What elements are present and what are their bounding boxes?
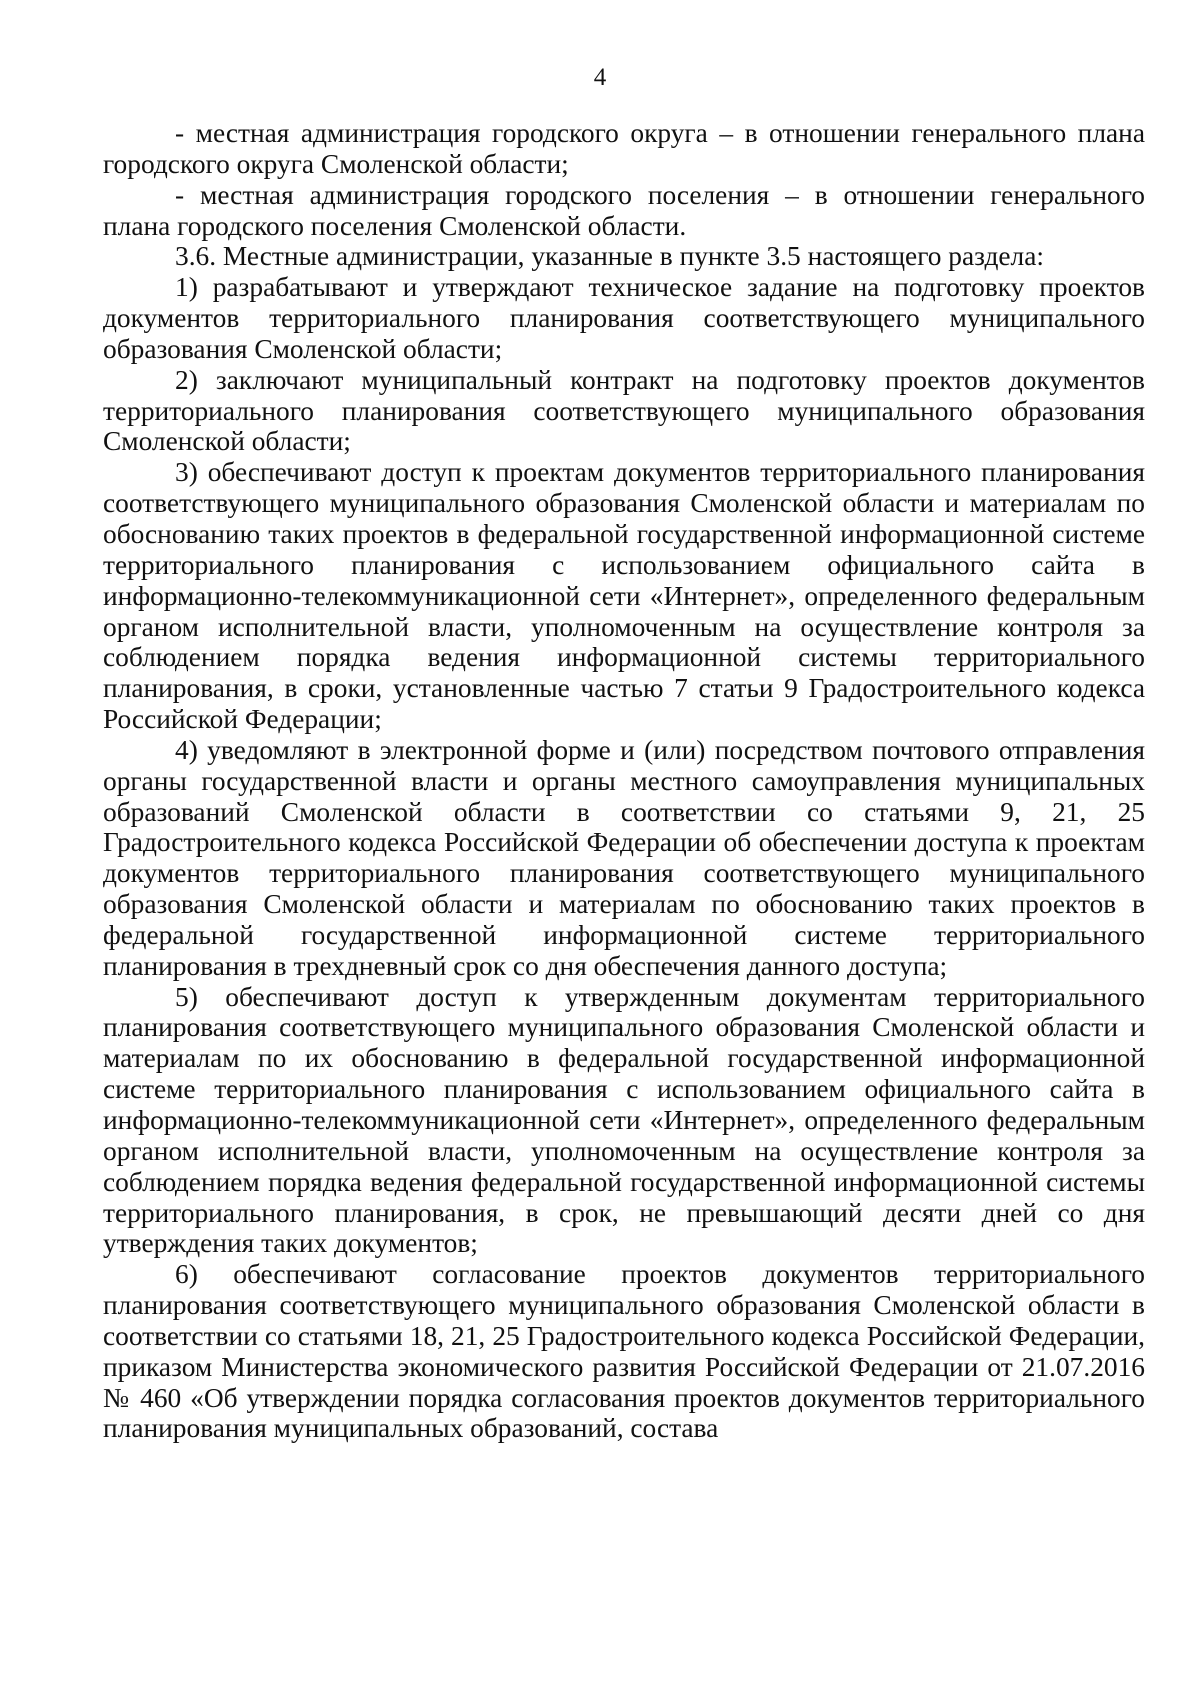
paragraph-urban-district-admin: - местная администрация городского округа – в отношении генерального плана городского округа Смоленской области; <box>103 118 1145 179</box>
paragraph-item-4: 4) уведомляют в электронной форме и (или) посредством почтового отправления органы государственной власти и органы местного самоуправления муниципальных образований Смоленской области в соответствии со статьями 9, 21, 25 Градостроительного кодекса Российской Федерации об обеспечении доступа к проектам документов территориального планирования соответствующего муниципального образования Смоленской области и материалам по обоснованию таких проектов в федеральной государственной информационной системе территориального планирования в трехдневный срок со дня обеспечения данного доступа; <box>103 734 1145 981</box>
paragraph-clause-3-6: 3.6. Местные администрации, указанные в пункте 3.5 настоящего раздела: <box>175 241 1044 272</box>
paragraph-item-1: 1) разрабатывают и утверждают техническое задание на подготовку проектов документов территориального планирования соответствующего муниципального образования Смоленской области; <box>103 272 1145 364</box>
paragraph-item-3: 3) обеспечивают доступ к проектам документов территориального планирования соответствующего муниципального образования Смоленской области и материалам по обоснованию таких проектов в федеральной государственной информационной системе территориального планирования с использованием официального сайта в информационно-телекоммуникационной сети «Интернет», определенного федеральным органом исполнительной власти, уполномоченным на осуществление контроля за соблюдением порядка ведения информационной системы территориального планирования, в сроки, установленные частью 7 статьи 9 Градостроительного кодекса Российской Федерации; <box>103 457 1145 735</box>
paragraph-item-6: 6) обеспечивают согласование проектов документов территориального планирования соответствующего муниципального образования Смоленской области в соответствии со статьями 18, 21, 25 Градостроительного кодекса Российской Федерации, приказом Министерства экономического развития Российской Федерации от 21.07.2016 № 460 «Об утверждении порядка согласования проектов документов территориального планирования муниципальных образований, состава <box>103 1259 1145 1444</box>
document-body <box>103 118 1145 1444</box>
page-number: 4 <box>593 64 607 91</box>
paragraph-urban-settlement-admin: - местная администрация городского поселения – в отношении генерального плана городского поселения Смоленской области. <box>103 179 1145 241</box>
paragraph-item-5: 5) обеспечивают доступ к утвержденным документам территориального планирования соответствующего муниципального образования Смоленской области и материалам по их обоснованию в федеральной государственной информационной системе территориального планирования с использованием официального сайта в информационно-телекоммуникационной сети «Интернет», определенного федеральным органом исполнительной власти, уполномоченным на осуществление контроля за соблюдением порядка ведения федеральной государственной информационной системы территориального планирования, в срок, не превышающий десяти дней со дня утверждения таких документов; <box>103 981 1145 1259</box>
paragraph-item-2: 2) заключают муниципальный контракт на подготовку проектов документов территориального планирования соответствующего муниципального образования Смоленской области; <box>103 364 1145 457</box>
